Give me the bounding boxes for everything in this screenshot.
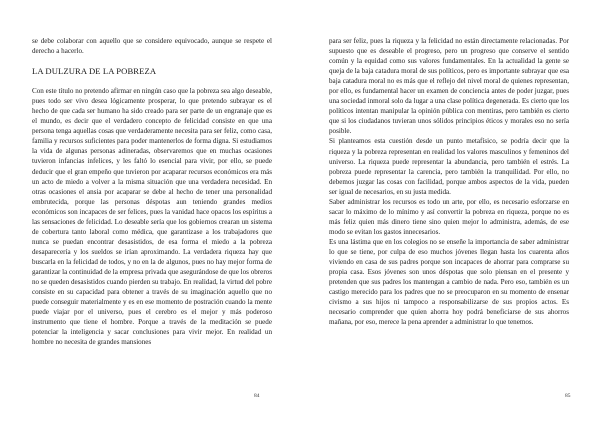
body-paragraph: Con este título no pretendo afirmar en ningún caso que la pobreza sea algo deseable, pues todo ser vivo desea lógicamente prosperar, lo que pretendo subrayar es el hecho de que cada ser humano ha sido creado para ser parte de un engranaje que es el mundo, es decir que el verdadero concepto de felicidad consiste en que una persona tenga aquellas cosas que verdaderamente necesita para ser feliz, como casa, familia y recursos suficientes para poder mantenerlos de forma digna. Si estudiamos la vida de algunas personas adineradas, observaremos que en muchas ocasiones tuvieron infancias infelices, y les faltó lo esencial para vivir, por ello, se puede deducir que el gran empeño que tuvieron por acaparar recursos económicos era más un acto de miedo a volver a la misma situación que una verdadera necesidad. En otras ocasiones el ansia por acaparar se debe al hecho de tener una personalidad embrutecida, porque las personas déspotas aun teniendo grandes medios económicos son incapaces de ser felices, pues la vanidad hace opacos los espíritus a las sensaciones de felicidad. Lo deseable sería que los gobiernos crearan un sistema de cobertura tanto laboral como médica, que garantizase a los trabajadores que nunca se puedan encontrar desasistidos, de esa forma el miedo a la pobreza desaparecería y los sueldos se irían aproximando. La verdadera riqueza hay que buscarla en la felicidad de todos, y no en la de algunos, pues no hay mejor forma de garantizar la continuidad de la empresa privada que asegurándose de que los obreros no se queden desasistidos cuando pierden su trabajo. En realidad, la virtud del pobre consiste en su capacidad para obtener a través de su imaginación aquello que no puede conseguir materialmente y es en ese momento de postración cuando la mente puede viajar por el universo, pues el cerebro es el mejor y más poderoso instrumento que tiene el hombre. Porque a través de la meditación se puede potenciar la inteligencia y sacar conclusiones para vivir mejor. En realidad un hombre no necesita de grandes mansiones — [32, 87, 272, 347]
opening-paragraph: se debe colaborar con aquello que se considere equivocado, aunque se respete el derecho a hacerlo. — [32, 37, 272, 56]
body-paragraph: Es una lástima que en los colegios no se enseñe la importancia de saber administrar lo que se tiene, por culpa de eso muchos jóvenes llegan hasta los cuarenta años viviendo en casa de sus padres porque son incapaces de ahorrar para comprarse su propia casa. Esos jóvenes son unos déspotas que solo piensan en el presente y pretenden que sus padres los mantengan a cambio de nada. Pero eso, también es un castigo merecido para los padres que no se preocuparon en su momento de ensenar civismo a sus hijos ni tampoco a responsabilizarse de sus propios actos. Es necesario comprender que quien ahorra hoy podrá beneficiarse de sus ahorros mañana, por eso, merece la pena aprender a administrar lo que tenemos. — [329, 237, 569, 327]
body-paragraph: para ser feliz, pues la riqueza y la felicidad no están directamente relacionadas. Por supuesto que es deseable el progreso, pero un progreso que conserve el sentido común y la equidad como sus valores fundamentales. En la actualidad la gente se queja de la baja catadura moral de sus políticos, pero es importante subrayar que esa baja catadura moral no es más que el reflejo del nivel moral de quienes representan, por ello, es fundamental hacer un examen de conciencia antes de poder juzgar, pues una sociedad inmoral solo da lugar a una clase política degenerada. Es cierto que los políticos intentan manipular la opinión pública con mentiras, pero también es cierto que si los ciudadanos tuvieran unos sólidos principios éticos y morales eso no sería posible. — [329, 37, 569, 136]
right-page-text-column — [329, 36, 569, 327]
left-page-text-column — [32, 36, 272, 347]
page-number-left: 84 — [254, 393, 260, 399]
body-paragraph: Si planteamos esta cuestión desde un punto metafísico, se podría decir que la riqueza y la pobreza representan en realidad los valores masculinos y femeninos del universo. La riqueza puede representar la abundancia, pero también el estrés. La pobreza puede representar la carencia, pero también la tranquilidad. Por ello, no debemos juzgar las cosas con facilidad, porque ambos aspectos de la vida, pueden ser igual de necesarios, en su justa medida. — [329, 137, 569, 196]
body-paragraph: Saber administrar los recursos es todo un arte, por ello, es necesario esforzarse en sacar lo máximo de lo mínimo y así convertir la pobreza en riqueza, porque no es más feliz quien más dinero tiene sino quien mejor lo administra, además, de ese modo se evitan los gastos innecesarios. — [329, 197, 569, 236]
section-heading: LA DULZURA DE LA POBREZA — [32, 66, 157, 77]
page-number-right: 85 — [565, 393, 571, 399]
right-page — [300, 0, 600, 424]
